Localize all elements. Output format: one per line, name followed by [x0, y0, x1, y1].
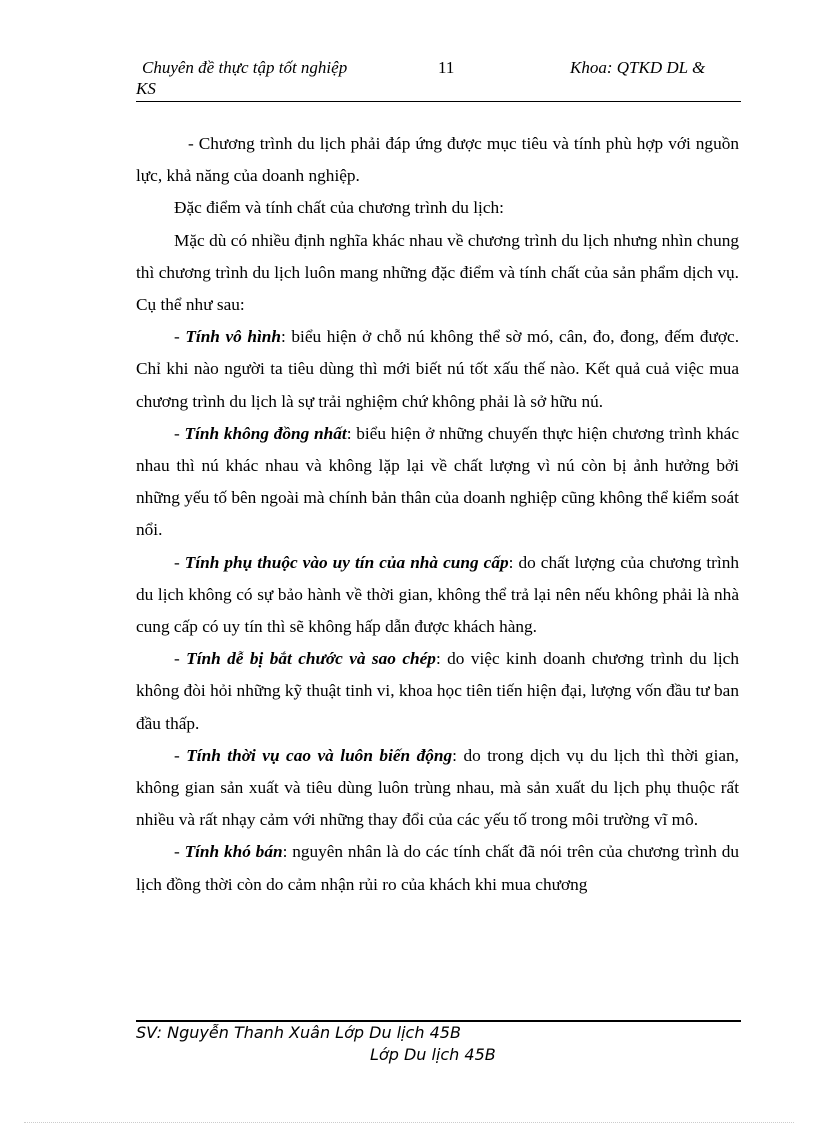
paragraph-text: : nguyên nhân là do các tính chất đã nói trên của chương trình du lịch đồng thời còn do cảm nhận rủi ro của khách khi mua chương [136, 842, 739, 894]
term-heading: Tính không đồng nhất [184, 423, 347, 443]
paragraph-text: : do việc kinh doanh chương trình du lịch không đòi hỏi những kỹ thuật tinh vi, khoa học tiên tiến hiện đại, lượng vốn đầu tư ban đầu thấp. [136, 649, 739, 733]
term-heading: Tính phụ thuộc vào uy tín của nhà cung cấp [184, 552, 509, 572]
paragraph [136, 128, 739, 192]
term-heading: Tính thời vụ cao và luôn biến động [186, 745, 453, 765]
header-document-title: Chuyên đề thực tập tốt nghiệp [142, 58, 348, 77]
footer-student: SV: Nguyễn Thanh Xuân Lớp Du lịch 45B [136, 1023, 461, 1042]
page-header [136, 58, 741, 102]
header-faculty-wrap: KS [136, 79, 156, 98]
footer-class: Lớp Du lịch 45B [370, 1045, 496, 1064]
header-divider [136, 101, 741, 102]
page-number: 11 [438, 58, 455, 77]
document-body [136, 128, 739, 901]
paragraph-text: - Chương trình du lịch phải đáp ứng được mục tiêu và tính phù hợp với nguồn lực, khả năng của doanh nghiệp. [136, 134, 739, 186]
term-heading: Tính vô hình [185, 327, 282, 347]
paragraph: - Tính vô hình: biểu hiện ở chỗ nú không thể sờ mó, cân, đo, đong, đếm được. Chỉ khi nào người ta tiêu dùng thì mới biết nú tốt xấu thế nào. Kết quả cuả việc mua chương trình du lịch là sự trải nghiệm chứ không phải là sở hữu nú. [136, 327, 740, 411]
paragraph: - Tính dễ bị bắt chước và sao chép: do việc kinh doanh chương trình du lịch không đòi hỏi những kỹ thuật tinh vi, khoa học tiên tiến hiện đại, lượng vốn đầu tư ban đầu thấp. [136, 649, 739, 733]
paragraph [136, 225, 739, 322]
term-heading: Tính dễ bị bắt chước và sao chép [186, 649, 436, 669]
paragraph-text: Đặc điểm và tính chất của chương trình du lịch: [174, 198, 504, 218]
paragraph: - Tính không đồng nhất: biểu hiện ở những chuyến thực hiện chương trình khác nhau thì nú khác nhau và không lặp lại về chất lượng vì nú còn bị ảnh hưởng bởi những yếu tố bên ngoài mà chính bản thân của doanh nghiệp cũng không thể kiểm soát nổi. [136, 423, 740, 540]
paragraph-text: : do trong dịch vụ du lịch thì thời gian, không gian sản xuất và tiêu dùng luôn trùng nhau, mà sản xuất du lịch phụ thuộc rất nhiều và rất nhạy cảm với những thay đổi của các yếu tố trong môi trường vĩ mô. [136, 745, 740, 830]
paragraph [136, 192, 739, 224]
paragraph: - Tính khó bán: nguyên nhân là do các tính chất đã nói trên của chương trình du lịch đồng thời còn do cảm nhận rủi ro của khách khi mua chương [136, 842, 739, 894]
paragraph-text: : biểu hiện ở những chuyến thực hiện chương trình khác nhau thì nú khác nhau và không lặp lại về chất lượng vì nú còn bị ảnh hưởng bởi những yếu tố bên ngoài mà chính bản thân của doanh nghiệp cũng không thể kiểm soát nổi. [136, 423, 740, 540]
paragraph-text: : biểu hiện ở chỗ nú không thể sờ mó, cân, đo, đong, đếm được. Chỉ khi nào người ta tiêu dùng thì mới biết nú tốt xấu thế nào. Kết quả cuả việc mua chương trình du lịch là sự trải nghiệm chứ không phải là sở hữu nú. [136, 327, 740, 411]
paragraph: - Tính thời vụ cao và luôn biến động: do trong dịch vụ du lịch thì thời gian, không gian sản xuất và tiêu dùng luôn trùng nhau, mà sản xuất du lịch phụ thuộc rất nhiều và rất nhạy cảm với những thay đổi của các yếu tố trong môi trường vĩ mô. [136, 745, 740, 830]
term-heading: Tính khó bán [184, 842, 283, 862]
paragraph: - Tính phụ thuộc vào uy tín của nhà cung cấp: do chất lượng của chương trình du lịch không có sự bảo hành về thời gian, không thể trả lại nên nếu không phải là nhà cung cấp có uy tín thì sẽ không hấp dẫn được khách hàng. [136, 552, 740, 637]
paragraph-text: : do chất lượng của chương trình du lịch không có sự bảo hành về thời gian, không thể trả lại nên nếu không phải là nhà cung cấp có uy tín thì sẽ không hấp dẫn được khách hàng. [136, 552, 740, 637]
header-faculty: Khoa: QTKD DL & [570, 58, 706, 77]
footer-divider [136, 1020, 741, 1022]
paragraph-text: Mặc dù có nhiều định nghĩa khác nhau về chương trình du lịch nhưng nhìn chung thì chương trình du lịch luôn mang những đặc điểm và tính chất của sản phẩm dịch vụ. Cụ thể như sau: [136, 230, 739, 315]
